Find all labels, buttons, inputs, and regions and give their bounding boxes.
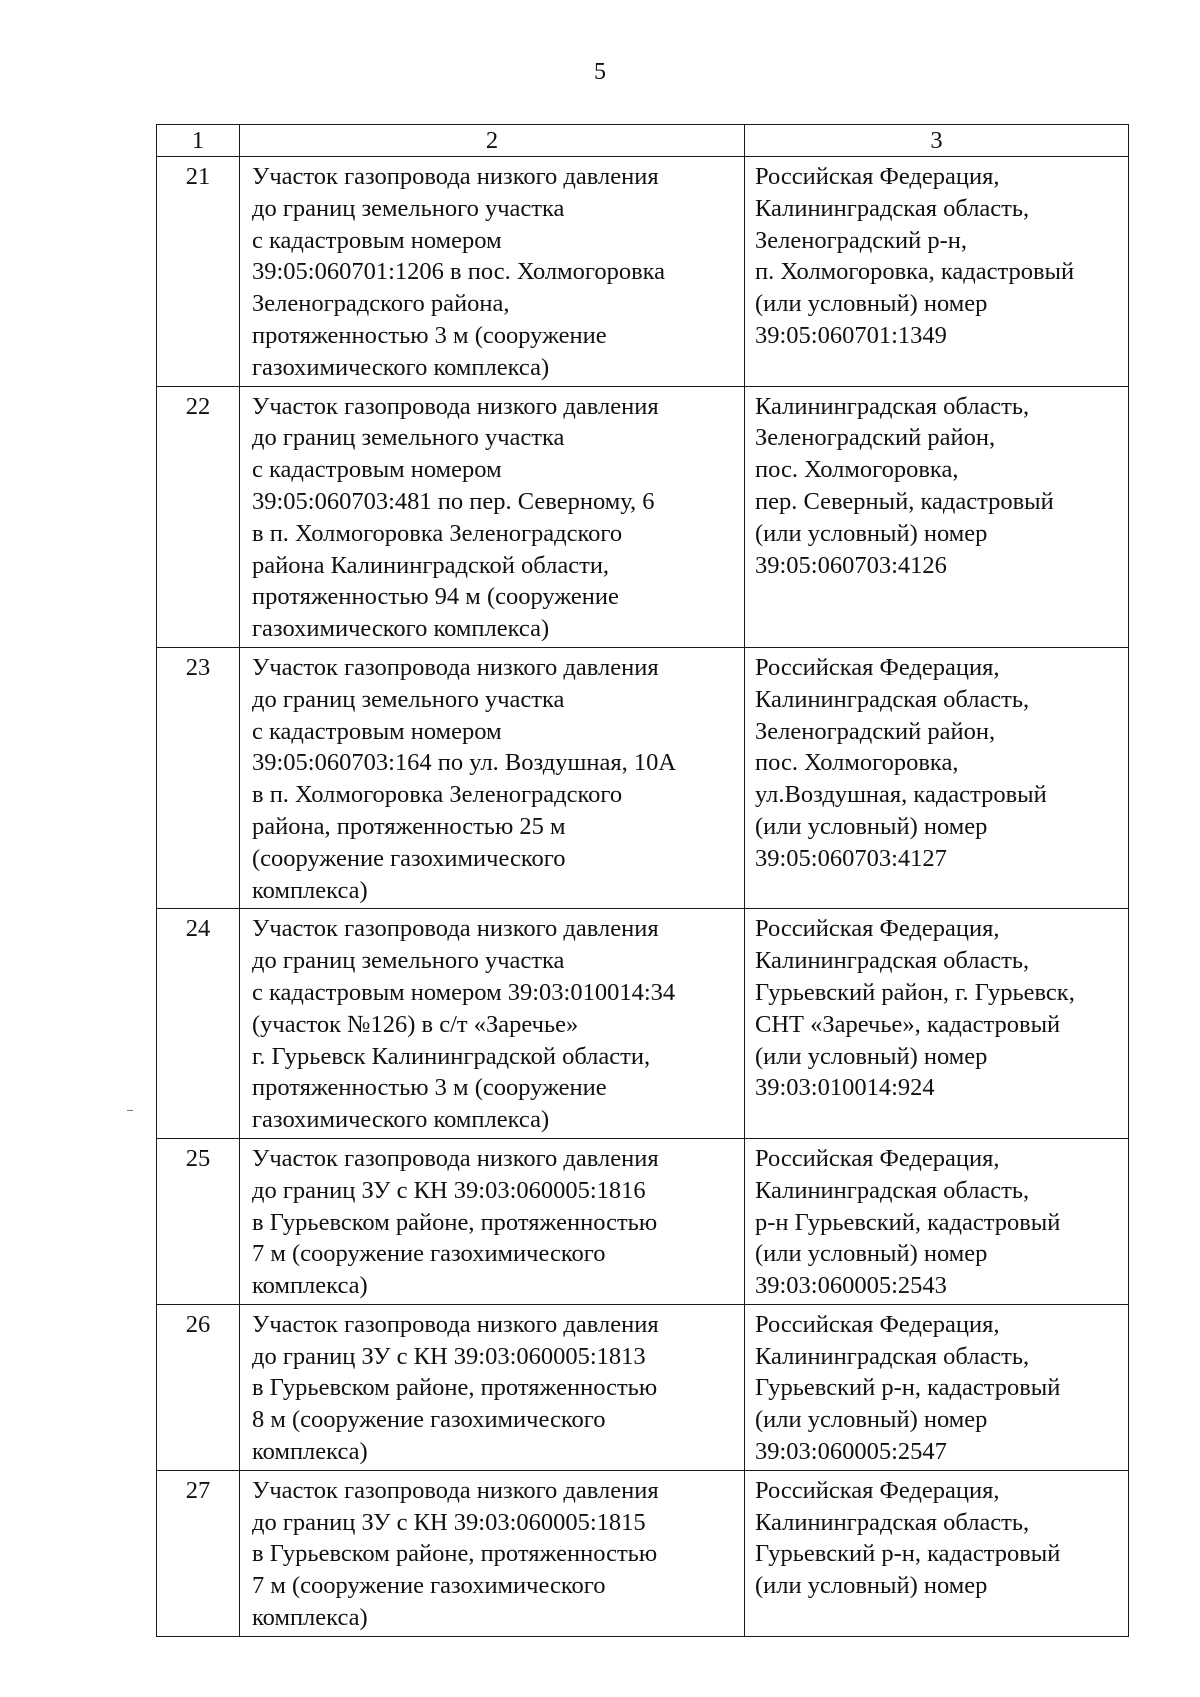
address-line: Зеленоградский район, — [755, 424, 996, 452]
description-line: в п. Холмогоровка Зеленоградского — [252, 519, 623, 547]
scan-artifact — [127, 1110, 133, 1111]
description-line: протяженностью 3 м (сооружение — [252, 1074, 607, 1102]
description-line: в Гурьевском районе, протяженностью — [252, 1208, 658, 1236]
header-col-address: 3 — [745, 125, 1129, 157]
table-row — [157, 1470, 1129, 1636]
description-line: в Гурьевском районе, протяженностью — [252, 1374, 658, 1402]
description-line: с кадастровым номером — [252, 226, 502, 254]
address-line: Калининградская область, — [755, 194, 1030, 222]
description-line: газохимического комплекса) — [252, 1106, 550, 1134]
address-line: пер. Северный, кадастровый — [755, 487, 1054, 515]
description-line: Зеленоградского района, — [252, 290, 510, 318]
address-line: р-н Гурьевский, кадастровый — [755, 1208, 1061, 1236]
description-line: района, протяженностью 25 м — [252, 812, 566, 840]
address-line: 39:03:060005:2543 — [755, 1272, 947, 1300]
description-line: Участок газопровода низкого давления — [252, 163, 659, 190]
address-line: Российская Федерация, — [755, 1476, 1000, 1504]
address-line: Российская Федерация, — [755, 1144, 1000, 1172]
address-line: пос. Холмогоровка, — [755, 749, 959, 777]
address-line: 39:03:010014:924 — [755, 1074, 935, 1102]
table-row — [157, 386, 1129, 647]
address-line: (или условный) номер — [755, 1406, 988, 1434]
address-line: 39:05:060703:4126 — [755, 551, 947, 579]
description-line: комплекса) — [252, 1272, 368, 1300]
description-line: газохимического комплекса) — [252, 615, 550, 643]
table-row — [157, 909, 1129, 1139]
header-col-number: 1 — [157, 125, 240, 157]
table-body — [157, 157, 1129, 1637]
object-address — [745, 909, 1129, 1139]
table-header — [157, 125, 1129, 157]
address-line: (или условный) номер — [755, 1572, 988, 1600]
object-address — [745, 157, 1129, 387]
description-line: 39:05:060701:1206 в пос. Холмогоровка — [252, 258, 666, 286]
description-line: до границ земельного участка — [252, 424, 565, 452]
description-line: до границ ЗУ с КН 39:03:060005:1816 — [252, 1176, 646, 1204]
description-line: Участок газопровода низкого давления — [252, 1310, 659, 1338]
description-line: района Калининградской области, — [252, 551, 610, 579]
row-number: 25 — [157, 1138, 240, 1304]
address-line: Калининградская область, — [755, 1508, 1030, 1536]
description-line: (участок №126) в с/т «Заречье» — [252, 1010, 579, 1038]
object-address — [745, 386, 1129, 647]
description-line: Участок газопровода низкого давления — [252, 1476, 659, 1504]
row-number: 22 — [157, 386, 240, 647]
row-number: 23 — [157, 647, 240, 908]
object-description — [240, 1138, 745, 1304]
address-line: (или условный) номер — [755, 290, 988, 318]
description-line: (сооружение газохимического — [252, 844, 566, 872]
table-row — [157, 1138, 1129, 1304]
address-line: Российская Федерация, — [755, 1310, 1000, 1338]
description-line: с кадастровым номером — [252, 456, 502, 484]
address-line: Калининградская область, — [755, 685, 1030, 713]
description-line: до границ ЗУ с КН 39:03:060005:1813 — [252, 1342, 646, 1370]
description-line: 8 м (сооружение газохимического — [252, 1406, 606, 1434]
object-description — [240, 909, 745, 1139]
address-line: 39:03:060005:2547 — [755, 1438, 947, 1466]
address-line: (или условный) номер — [755, 1042, 988, 1070]
table-row — [157, 157, 1129, 387]
page-number: 5 — [594, 59, 606, 85]
address-line: 39:05:060703:4127 — [755, 844, 947, 872]
address-line: Зеленоградский р-н, — [755, 226, 968, 254]
row-number: 24 — [157, 909, 240, 1139]
description-line: Участок газопровода низкого давления — [252, 392, 659, 420]
address-line: Калининградская область, — [755, 947, 1030, 975]
row-number: 21 — [157, 157, 240, 387]
description-line: комплекса) — [252, 1604, 368, 1632]
address-line: Зеленоградский район, — [755, 717, 996, 745]
description-line: до границ земельного участка — [252, 685, 565, 713]
description-line: до границ земельного участка — [252, 194, 565, 222]
address-line: Российская Федерация, — [755, 915, 1000, 943]
header-row — [157, 125, 1129, 157]
row-number: 27 — [157, 1470, 240, 1636]
description-line: до границ ЗУ с КН 39:03:060005:1815 — [252, 1508, 646, 1536]
address-line: Российская Федерация, — [755, 653, 1000, 681]
address-line: пос. Холмогоровка, — [755, 456, 959, 484]
description-line: 39:05:060703:164 по ул. Воздушная, 10А — [252, 749, 677, 777]
description-line: газохимического комплекса) — [252, 353, 550, 381]
address-line: ул.Воздушная, кадастровый — [755, 781, 1047, 809]
object-description — [240, 157, 745, 387]
address-line: Российская Федерация, — [755, 163, 1000, 190]
description-line: Участок газопровода низкого давления — [252, 1144, 659, 1172]
object-description — [240, 1470, 745, 1636]
address-line: Калининградская область, — [755, 1342, 1030, 1370]
description-line: с кадастровым номером 39:03:010014:34 — [252, 978, 676, 1006]
address-line: п. Холмогоровка, кадастровый — [755, 258, 1075, 286]
address-line: Гурьевский р-н, кадастровый — [755, 1540, 1061, 1568]
header-col-description: 2 — [240, 125, 745, 157]
address-line: Калининградская область, — [755, 1176, 1030, 1204]
description-line: комплекса) — [252, 876, 368, 904]
description-line: протяженностью 3 м (сооружение — [252, 321, 607, 349]
object-description — [240, 647, 745, 908]
description-line: в Гурьевском районе, протяженностью — [252, 1540, 658, 1568]
address-line: Калининградская область, — [755, 392, 1030, 420]
description-line: в п. Холмогоровка Зеленоградского — [252, 781, 623, 809]
address-line: (или условный) номер — [755, 1240, 988, 1268]
row-number: 26 — [157, 1304, 240, 1470]
table-row — [157, 647, 1129, 908]
address-line: (или условный) номер — [755, 519, 988, 547]
address-line: СНТ «Заречье», кадастровый — [755, 1010, 1061, 1038]
address-line: 39:05:060701:1349 — [755, 321, 947, 349]
object-address — [745, 1138, 1129, 1304]
address-line: Гурьевский р-н, кадастровый — [755, 1374, 1061, 1402]
description-line: протяженностью 94 м (сооружение — [252, 583, 619, 611]
object-description — [240, 386, 745, 647]
description-line: с кадастровым номером — [252, 717, 502, 745]
object-address — [745, 1470, 1129, 1636]
object-address — [745, 647, 1129, 908]
description-line: 7 м (сооружение газохимического — [252, 1240, 606, 1268]
address-line: (или условный) номер — [755, 812, 988, 840]
description-line: 7 м (сооружение газохимического — [252, 1572, 606, 1600]
description-line: Участок газопровода низкого давления — [252, 915, 659, 943]
registry-table — [156, 124, 1129, 1637]
address-line: Гурьевский район, г. Гурьевск, — [755, 978, 1075, 1006]
description-line: г. Гурьевск Калининградской области, — [252, 1042, 651, 1070]
object-address — [745, 1304, 1129, 1470]
description-line: Участок газопровода низкого давления — [252, 653, 659, 681]
table-row — [157, 1304, 1129, 1470]
description-line: комплекса) — [252, 1438, 368, 1466]
description-line: 39:05:060703:481 по пер. Северному, 6 — [252, 487, 655, 515]
description-line: до границ земельного участка — [252, 947, 565, 975]
object-description — [240, 1304, 745, 1470]
